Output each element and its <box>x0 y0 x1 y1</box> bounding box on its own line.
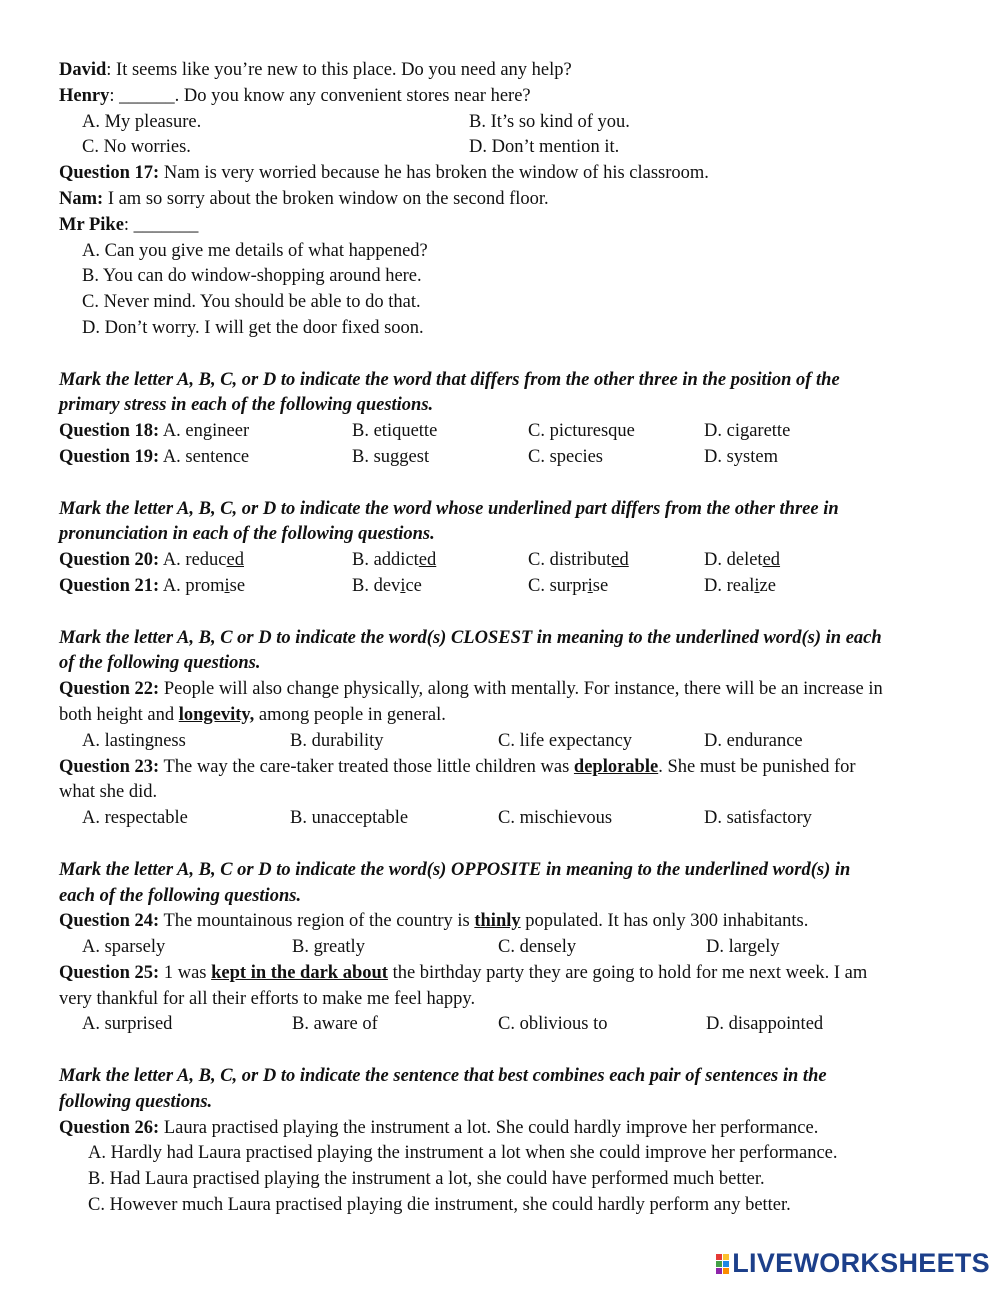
instruction-opposite-line-2: each of the following questions. <box>59 885 302 906</box>
question-23-line-2: what she did. <box>59 782 158 803</box>
q26-option-a[interactable]: A. Hardly had Laura practised playing the instrument a lot when she could improve her performance. <box>88 1143 838 1164</box>
underlined-word: longevity, <box>178 704 255 725</box>
question-label: Question 20: <box>59 550 160 571</box>
q23-option-b[interactable]: B. unacceptable <box>290 808 409 829</box>
instruction-pronunciation-line-1: Mark the letter A, B, C, or D to indicate the word whose underlined part differs from the other three in <box>59 498 839 519</box>
q18-option-a[interactable]: A. engineer <box>159 421 250 442</box>
question-19 <box>59 445 949 471</box>
q18-option-d[interactable]: D. cigarette <box>704 421 791 442</box>
spacer <box>59 1038 949 1064</box>
underlined-part: ed <box>418 550 437 571</box>
q25-options <box>59 1012 949 1038</box>
dialogue-line-henry: Henry: ______. Do you know any convenient stores near here? <box>59 85 531 106</box>
speaker-nam: Nam: <box>59 188 104 209</box>
q24-options <box>59 935 949 961</box>
question-label: Question 21: <box>59 575 160 596</box>
q21-option-a[interactable]: A. promise <box>159 575 246 596</box>
q24-option-c[interactable]: C. densely <box>498 937 577 958</box>
q17-option-a[interactable]: A. Can you give me details of what happened? <box>82 240 428 261</box>
q20-option-b[interactable]: B. addicted <box>352 550 437 571</box>
q19-option-a[interactable]: A. sentence <box>159 446 250 467</box>
q26-option-c[interactable]: C. However much Laura practised playing die instrument, she could hardly perform any better. <box>88 1195 791 1216</box>
q19-option-d[interactable]: D. system <box>704 446 778 467</box>
speaker-henry: Henry <box>59 85 110 106</box>
question-25-line-1: Question 25: 1 was kept in the dark about the birthday party they are going to hold for me next week. I am <box>59 962 868 983</box>
instruction-combine-line-1: Mark the letter A, B, C, or D to indicate the sentence that best combines each pair of sentences in the <box>59 1066 827 1087</box>
q20-option-c[interactable]: C. distributed <box>528 550 629 571</box>
q23-options <box>59 806 949 832</box>
q24-option-a[interactable]: A. sparsely <box>82 937 166 958</box>
logo-squares-icon <box>716 1254 729 1274</box>
question-label: Question 23: <box>59 756 160 777</box>
worksheet-page <box>59 58 949 1219</box>
q16-option-b[interactable]: B. It’s so kind of you. <box>469 111 630 132</box>
q18-option-b[interactable]: B. etiquette <box>352 421 438 442</box>
q17-option-d[interactable]: D. Don’t worry. I will get the door fixed soon. <box>82 317 424 338</box>
liveworksheets-logo[interactable] <box>716 1248 990 1279</box>
logo-square <box>716 1268 722 1274</box>
logo-square <box>716 1254 722 1260</box>
q21-option-b[interactable]: B. device <box>352 575 422 596</box>
question-label: Question 19: <box>59 446 160 467</box>
q25-option-a[interactable]: A. surprised <box>82 1014 173 1035</box>
q16-option-d[interactable]: D. Don’t mention it. <box>469 137 620 158</box>
speaker-david: David <box>59 60 107 80</box>
q23-option-c[interactable]: C. mischievous <box>498 808 613 829</box>
q26-option-b[interactable]: B. Had Laura practised playing the instrument a lot, she could have performed much better. <box>88 1169 765 1190</box>
logo-text: LIVEWORKSHEETS <box>732 1248 990 1278</box>
instruction-pronunciation-line-2: pronunciation in each of the following questions. <box>59 524 435 545</box>
q19-option-c[interactable]: C. species <box>528 446 604 467</box>
underlined-phrase: kept in the dark about <box>211 962 388 983</box>
q22-option-d[interactable]: D. endurance <box>704 730 803 751</box>
underlined-part: i <box>587 575 593 596</box>
q21-option-c[interactable]: C. surprise <box>528 575 609 596</box>
question-label: Question 25: <box>59 962 160 983</box>
q24-option-d[interactable]: D. largely <box>706 937 780 958</box>
question-26: Question 26: Laura practised playing the instrument a lot. She could hardly improve her performance. <box>59 1117 819 1138</box>
question-label: Question 17: <box>59 163 160 184</box>
question-18 <box>59 419 949 445</box>
instruction-closest-line-1: Mark the letter A, B, C or D to indicate the word(s) CLOSEST in meaning to the underlined word(s) in each <box>59 627 882 648</box>
underlined-part: i <box>400 575 406 596</box>
instruction-stress-line-2: primary stress in each of the following questions. <box>59 395 434 416</box>
question-label: Question 18: <box>59 421 160 442</box>
q21-option-d[interactable]: D. realize <box>704 575 776 596</box>
dialogue-line-pike: Mr Pike: _______ <box>59 214 199 235</box>
instruction-stress-line-1: Mark the letter A, B, C, or D to indicate the word that differs from the other three in the position of the <box>59 369 840 390</box>
q17-option-b[interactable]: B. You can do window-shopping around here. <box>82 266 422 287</box>
question-17: Question 17: Nam is very worried because he has broken the window of his classroom. <box>59 163 709 184</box>
q16-option-a[interactable]: A. My pleasure. <box>82 111 202 132</box>
question-label: Question 24: <box>59 911 160 932</box>
instruction-opposite-line-1: Mark the letter A, B, C or D to indicate the word(s) OPPOSITE in meaning to the underlined word(s) in <box>59 859 851 880</box>
underlined-word: deplorable <box>573 756 659 777</box>
question-22-line-2: both height and longevity, among people in general. <box>59 704 446 725</box>
question-20 <box>59 548 949 574</box>
q22-options <box>59 729 949 755</box>
question-label: Question 26: <box>59 1117 160 1138</box>
q25-option-d[interactable]: D. disappointed <box>706 1014 824 1035</box>
underlined-part: ed <box>226 550 244 571</box>
q17-option-c[interactable]: C. Never mind. You should be able to do that. <box>82 292 421 313</box>
logo-square <box>723 1254 729 1260</box>
logo-square <box>723 1268 729 1274</box>
question-label: Question 22: <box>59 679 160 700</box>
q16-options-row-1 <box>59 110 949 136</box>
q22-option-b[interactable]: B. durability <box>290 730 384 751</box>
spacer <box>59 471 949 497</box>
underlined-word: thinly <box>474 911 521 932</box>
question-21 <box>59 574 949 600</box>
underlined-part: ed <box>611 550 629 571</box>
q22-option-c[interactable]: C. life expectancy <box>498 730 633 751</box>
q23-option-d[interactable]: D. satisfactory <box>704 808 812 829</box>
q19-option-b[interactable]: B. suggest <box>352 446 430 467</box>
q20-option-a[interactable]: A. reduced <box>159 550 244 571</box>
underlined-part: ed <box>762 550 781 571</box>
q18-option-c[interactable]: C. picturesque <box>528 421 635 442</box>
spacer <box>59 342 949 368</box>
q20-option-d[interactable]: D. deleted <box>704 550 781 571</box>
q16-option-c[interactable]: C. No worries. <box>82 137 191 158</box>
logo-square <box>723 1261 729 1267</box>
q22-option-a[interactable]: A. lastingness <box>82 730 186 751</box>
q24-option-b[interactable]: B. greatly <box>292 937 365 958</box>
dialogue-line-david: David: It seems like you’re new to this place. Do you need any help? <box>59 60 572 80</box>
spacer <box>59 832 949 858</box>
q25-option-b[interactable]: B. aware of <box>292 1014 378 1035</box>
question-24: Question 24: The mountainous region of the country is thinly populated. It has only 300 inhabitants. <box>59 911 809 932</box>
speaker-mr-pike: Mr Pike <box>59 214 124 235</box>
question-25-line-2: very thankful for all their efforts to make me feel happy. <box>59 988 476 1009</box>
instruction-closest-line-2: of the following questions. <box>59 653 261 674</box>
underlined-part: i <box>754 575 760 596</box>
spacer <box>59 600 949 626</box>
question-23-line-1: Question 23: The way the care-taker treated those little children was deplorable. She must be punished for <box>59 756 856 777</box>
dialogue-line-nam: Nam: I am so sorry about the broken window on the second floor. <box>59 188 549 209</box>
instruction-combine-line-2: following questions. <box>59 1091 213 1112</box>
q25-option-c[interactable]: C. oblivious to <box>498 1014 608 1035</box>
q16-options-row-2 <box>59 135 949 161</box>
question-22-line-1: Question 22: People will also change physically, along with mentally. For instance, there will be an increase in <box>59 679 883 700</box>
logo-square <box>716 1261 722 1267</box>
underlined-part: i <box>224 575 230 596</box>
q23-option-a[interactable]: A. respectable <box>82 808 188 829</box>
